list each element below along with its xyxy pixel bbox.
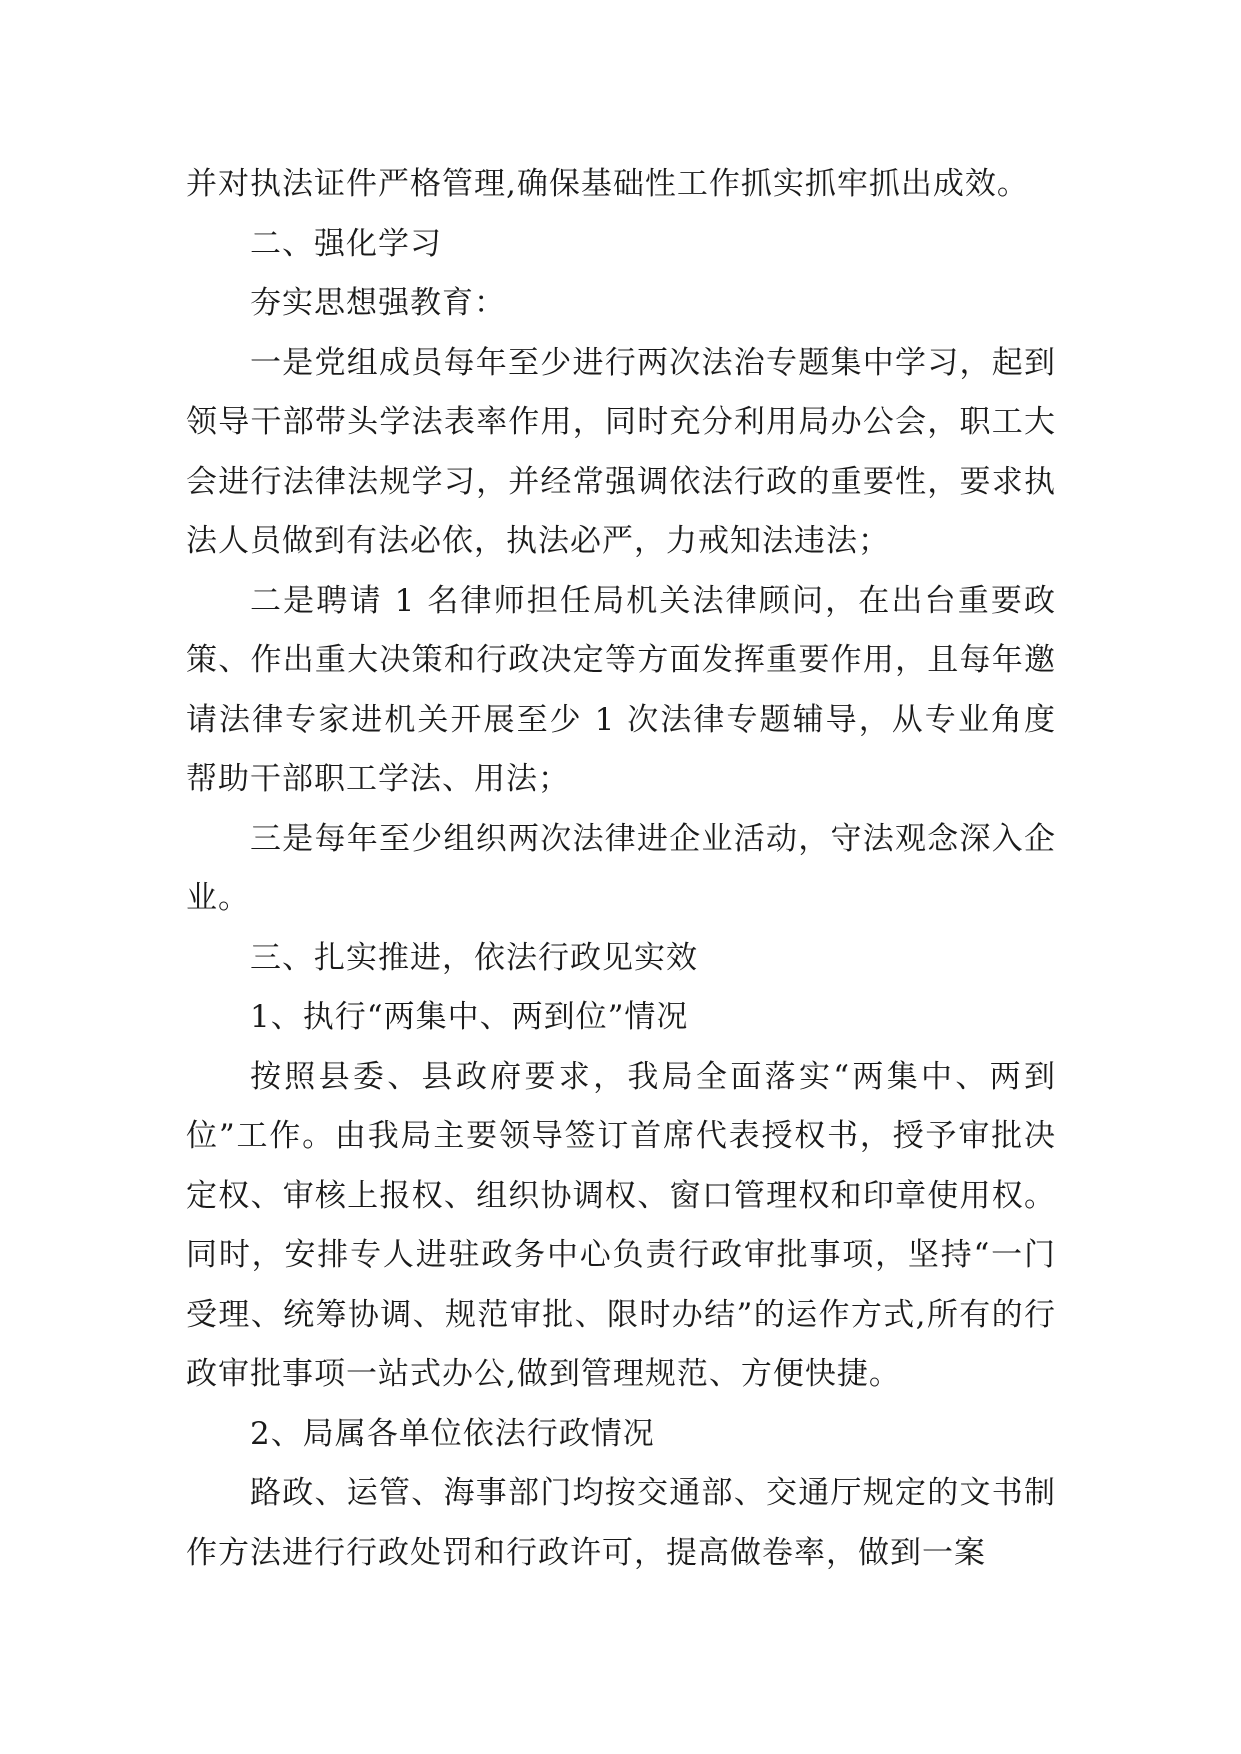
section-heading-3: 三、扎实推进，依法行政见实效 bbox=[250, 939, 698, 976]
paragraph-units: 路政、运管、海事部门均按交通部、交通厅规定的文书制作方法进行行政处罚和行政许可，提高做卷率，做到一案 bbox=[186, 1475, 1056, 1571]
section-heading-2: 二、强化学习 bbox=[250, 225, 442, 262]
paragraph-two-concentrations: 按照县委、县政府要求，我局全面落实“两集中、两到位”工作。由我局主要领导签订首席代表授权书，授予审批决定权、审核上报权、组织协调权、窗口管理权和印章使用权。同时，安排专人进驻政务中心负责行政审批事项，坚持“一门受理、统筹协调、规范审批、限时办结”的运作方式,所有的行政审批事项一站式办公,做到管理规范、方便快捷。 bbox=[186, 1058, 1056, 1392]
paragraph-item-2: 二是聘请 1 名律师担任局机关法律顾问，在出台重要政策、作出重大决策和行政决定等方面发挥重要作用，且每年邀请法律专家进机关开展至少 1 次法律专题辅导，从专业角度帮助干部职工学法、用法； bbox=[186, 582, 1056, 797]
subheading-education: 夯实思想强教育： bbox=[250, 285, 506, 321]
subheading-1: 1、执行“两集中、两到位”情况 bbox=[250, 999, 689, 1035]
paragraph-1: 并对执法证件严格管理,确保基础性工作抓实抓牢抓出成效。 bbox=[186, 166, 1029, 202]
paragraph-item-1: 一是党组成员每年至少进行两次法治专题集中学习，起到领导干部带头学法表率作用，同时充分利用局办公会，职工大会进行法律法规学习，并经常强调依法行政的重要性，要求执法人员做到有法必依，执法必严，力戒知法违法； bbox=[186, 344, 1056, 559]
subheading-2: 2、局属各单位依法行政情况 bbox=[250, 1415, 655, 1452]
document-body bbox=[186, 155, 1056, 1583]
paragraph-item-3: 三是每年至少组织两次法律进企业活动，守法观念深入企业。 bbox=[186, 820, 1056, 916]
